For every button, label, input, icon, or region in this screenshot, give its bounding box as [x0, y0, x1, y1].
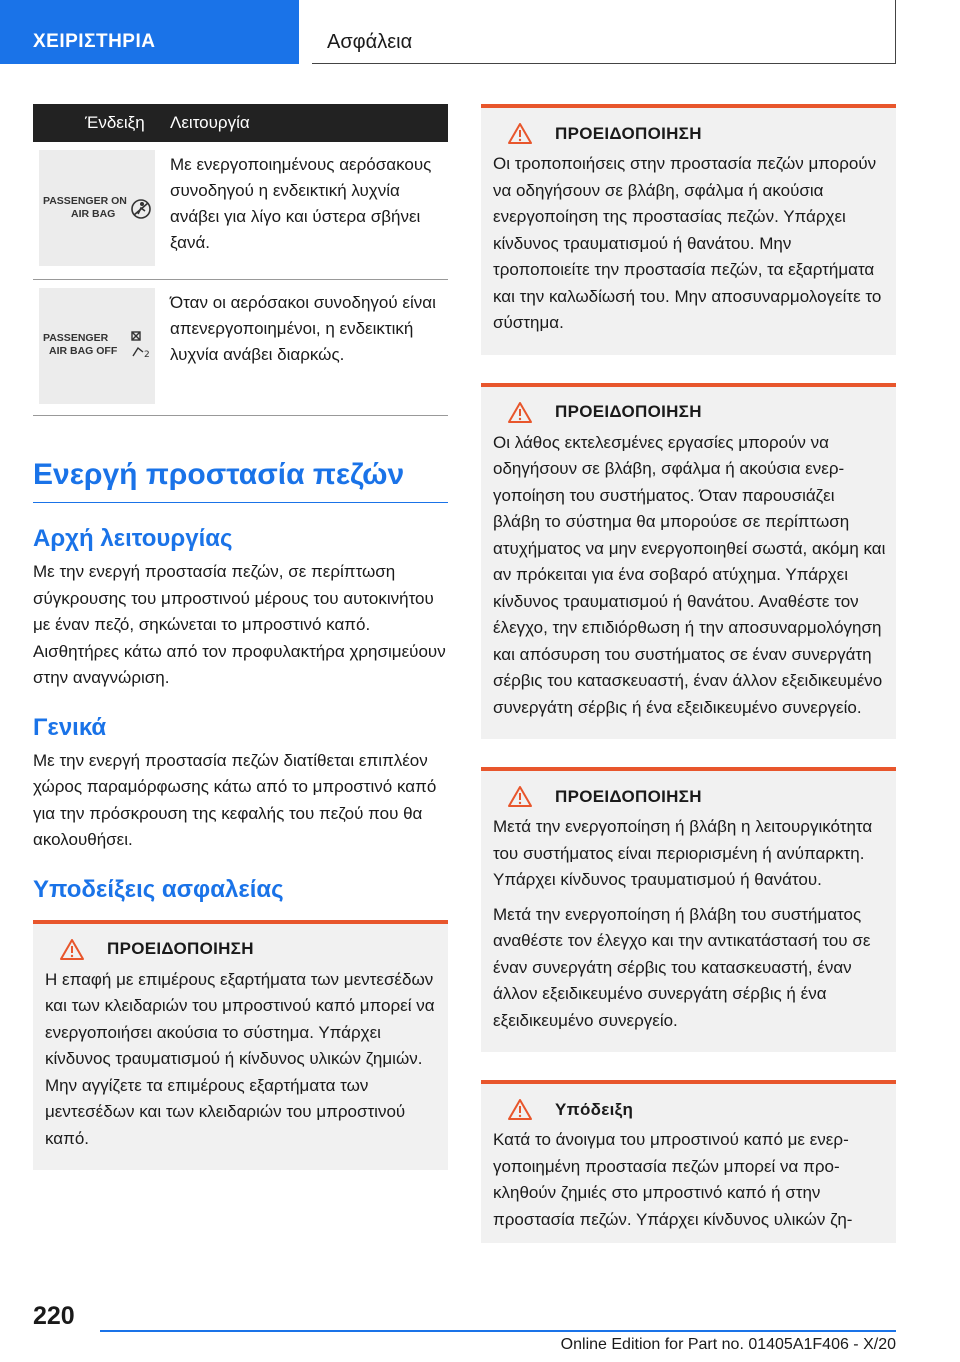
page-title: Ασφάλεια — [312, 0, 896, 64]
subheading-safety: Υποδείξεις ασφαλείας — [33, 875, 284, 903]
col-header-function: Λειτουργία — [170, 113, 250, 132]
footer-divider — [100, 1330, 896, 1332]
subheading-general: Γενικά — [33, 713, 107, 741]
warning-box — [33, 920, 448, 1171]
note-text: Κατά το άνοιγμα του μπροστινού καπό με ενεργοποιημένη προστασία πεζών μπορεί να προκληθούν ζημιές στο μπροστινό καπό ή στην προστασία πεζών. Υπάρχει κίνδυνος υλικών ζη- — [493, 1130, 853, 1229]
svg-text:2: 2 — [144, 350, 150, 360]
right-column — [481, 104, 896, 1271]
warning-triangle-icon — [507, 785, 533, 808]
warning-text: Η επαφή με επιμέρους εξαρτήματα των μεντεσέδων και των κλειδαριών του μπροστινού καπό μπορεί να ενεργοποιήσει ακούσια το σύστημα. Υπάρχει κίνδυνος τραυματισμού ή κίνδυνος υλικών ζημιών. Μην αγγίζετε τα επιμέρους εξαρτήματα των μεντεσέδων και των κλειδαριών του μπροστινού καπό. — [45, 969, 435, 1148]
indicator-label: AIR BAG — [71, 208, 116, 220]
warning-title: ΠΡΟΕΙΔΟΠΟΙΗΣΗ — [555, 123, 702, 143]
airbag-seat-icon — [131, 198, 151, 220]
warning-title: ΠΡΟΕΙΔΟΠΟΙΗΣΗ — [555, 402, 702, 421]
table-row — [33, 280, 448, 416]
indicator-image-airbag-on — [39, 150, 155, 266]
principle-paragraph: Με την ενεργή προστασία πεζών, σε περίπτωση σύγκρουσης του μπροστινού μέρους του αυτοκινήτου με έναν πεζό, σηκώνεται το μπροστινό καπό. Αισθητήρες κάτω από τον προφυλακτήρα χρησιμεύουν στην αναγνώριση. — [33, 562, 446, 687]
footer-edition: Online Edition for Part no. 01405A1F406 - X/20 — [560, 1336, 896, 1353]
warning-text-2: Μετά την ενεργοποίηση ή βλάβη του συστήματος αναθέστε τον έλεγχο και την αντικατάστασή του σε έναν συνεργάτη σέρβις του κατασκευαστή, έναν άλλον εξειδικευμένο συνεργάτη σέρβις ή ένα εξειδικευμένο συνεργείο. — [493, 904, 871, 1030]
row-description: Με ενεργοποιημένους αερόσακους συνοδηγού η ενδεικτική λυχνία ανάβει για λίγο και ύστερα σβήνει ξανά. — [170, 155, 432, 252]
warning-text: Οι τροποποιήσεις στην προστασία πεζών μπορούν να οδηγήσουν σε βλάβη, σφάλμα ή ακούσια ενεργοποίηση της προστασίας πεζών. Υπάρχει κίνδυνος τραυματισμού ή θανάτου. Μην τροποποιείτε την προστασία πεζών, τα εξαρτήματα και την καλωδίωσή του. Μην αποσυναρμολογείτε το σύστημα. — [493, 154, 882, 332]
warning-triangle-icon — [59, 938, 85, 961]
row-description: Όταν οι αερόσακοι συνοδηγού είναι απενεργοποιημένοι, η ενδεικτική λυχνία ανάβει διαρκώς. — [170, 293, 436, 364]
warning-title: ΠΡΟΕΙΔΟΠΟΙΗΣΗ — [555, 786, 702, 806]
warning-box — [481, 767, 896, 1052]
table-row — [33, 142, 448, 280]
warning-text: Οι λάθος εκτελεσμένες εργασίες μπορούν να οδηγήσουν σε βλάβη, σφάλμα ή ακούσια ενεργοποίηση του συστήματος. Όταν παρουσιάζει βλάβη το σύστημα θα μπορούσε σε περίπτωση ατυχήματος να μην ενεργοποιηθεί σωστά, ακόμη και αν πρόκειται για ένα σοβαρό ατύχημα. Υπάρχει κίνδυνος τραυματισμού ή θανάτου. Αναθέστε τον έλεγχο, την επιδιόρθωση ή την αποσυναρμολόγηση και απόσυρση του συστήματος σε έναν συνεργάτη σέρβις του κατασκευαστή, έναν άλλον εξειδικευμένο συνεργάτη σέρβις ή ένα εξειδικευμένο συνεργείο. — [493, 432, 886, 717]
warning-title: ΠΡΟΕΙΔΟΠΟΙΗΣΗ — [107, 939, 254, 958]
note-box — [481, 1080, 896, 1243]
page-number: 220 — [33, 1302, 75, 1330]
indicator-label: AIR BAG OFF — [49, 345, 118, 357]
warning-triangle-icon — [507, 401, 533, 424]
table-header — [33, 104, 448, 142]
warning-box — [481, 383, 896, 740]
warning-triangle-icon — [507, 122, 533, 145]
indicator-image-airbag-off — [39, 288, 155, 404]
general-paragraph: Με την ενεργή προστασία πεζών διατίθεται επιπλέον χώρος παραμόρφωσης κάτω από το μπροστινό καπό για την πρόσκρουση της κεφαλής του πεζού που θα ακολουθήσει. — [33, 750, 437, 849]
warning-triangle-icon — [507, 1098, 533, 1121]
indicator-label: PASSENGER — [43, 332, 109, 344]
warning-box — [481, 104, 896, 355]
section-heading: Ενεργή προστασία πεζών — [33, 458, 448, 503]
subheading-principle: Αρχή λειτουργίας — [33, 525, 233, 552]
left-column — [33, 104, 448, 1170]
section-tab: ΧΕΙΡΙΣΤΗΡΙΑ — [0, 0, 299, 64]
note-title: Υπόδειξη — [555, 1099, 634, 1119]
warning-text: Μετά την ενεργοποίηση ή βλάβη η λειτουργικότητα του συστήματος είναι περιορισμένη ή ανύπαρκτη. Υπάρχει κίνδυνος τραυματισμού ή θανάτου. — [493, 817, 873, 889]
airbag-off-icon — [129, 330, 153, 360]
col-header-indicator: Ένδειξη — [85, 113, 145, 132]
indicator-label: PASSENGER ON — [43, 195, 127, 207]
